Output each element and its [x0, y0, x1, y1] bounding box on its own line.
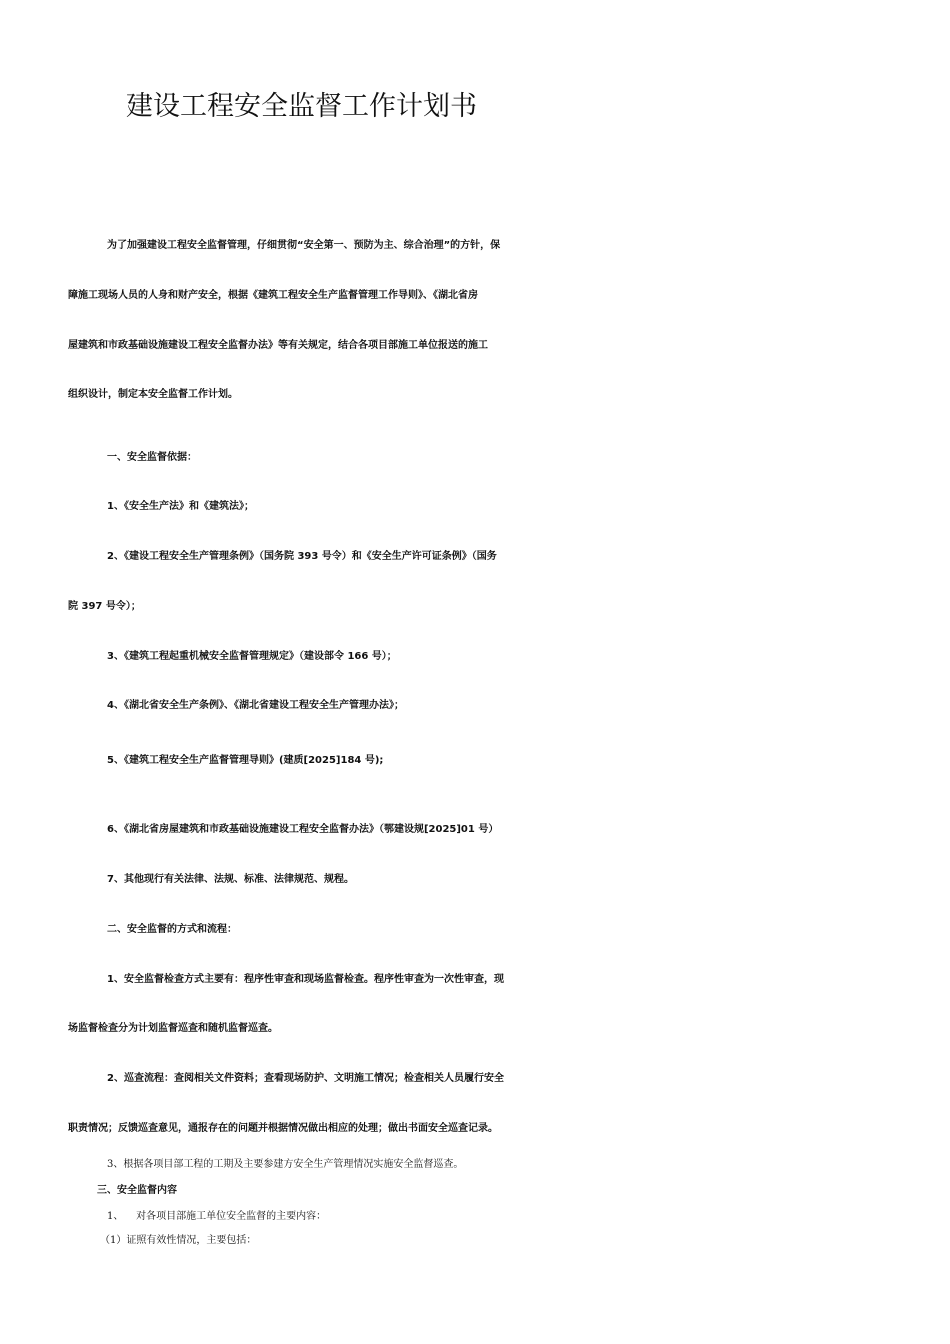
- section1-item-3: 3、《建筑工程起重机械安全监督管理规定》（建设部令 166 号）；: [107, 651, 397, 662]
- section1-item-2-line-2: 院 397 号令）；: [68, 601, 141, 612]
- intro-line-4: 组织设计，制定本安全监督工作计划。: [68, 389, 238, 400]
- section1-item-5: 5、《建筑工程安全生产监督管理导则》(建质[2025]184 号);: [107, 755, 384, 766]
- section1-heading: 一、安全监督依据：: [107, 452, 197, 463]
- section2-heading: 二、安全监督的方式和流程：: [107, 924, 237, 935]
- document-title: 建设工程安全监督工作计划书: [126, 91, 477, 122]
- section1-item-2-line-1: 2、《建设工程安全生产管理条例》（国务院 393 号令）和《安全生产许可证条例》（国务: [107, 551, 497, 562]
- section2-item-2-line-2: 职责情况；反馈巡查意见，通报存在的问题并根据情况做出相应的处理；做出书面安全巡查记录。: [68, 1123, 498, 1134]
- section2-item-3: 3、根据各项目部工程的工期及主要参建方安全生产管理情况实施安全监督巡查。: [107, 1159, 464, 1170]
- intro-line-3: 屋建筑和市政基础设施建设工程安全监督办法》等有关规定，结合各项目部施工单位报送的施工: [68, 340, 488, 351]
- section2-item-2-line-1: 2、巡查流程：查阅相关文件资料；查看现场防护、文明施工情况；检查相关人员履行安全: [107, 1073, 504, 1084]
- intro-line-2: 障施工现场人员的人身和财产安全，根据《建筑工程安全生产监督管理工作导则》、《湖北省房: [68, 290, 478, 301]
- section1-item-7: 7、其他现行有关法律、法规、标准、法律规范、规程。: [107, 874, 354, 885]
- section3-item-1: 1、 对各项目部施工单位安全监督的主要内容：: [107, 1211, 327, 1222]
- section3-heading: 三、安全监督内容: [97, 1185, 177, 1196]
- section2-item-1-line-2: 场监督检查分为计划监督巡查和随机监督巡查。: [68, 1023, 278, 1034]
- intro-line-1: 为了加强建设工程安全监督管理，仔细贯彻“安全第一、预防为主、综合治理”的方针，保: [107, 240, 501, 251]
- section1-item-6: 6、《湖北省房屋建筑和市政基础设施建设工程安全监督办法》（鄂建设规[2025]01 号）: [107, 824, 499, 835]
- section1-item-4: 4、《湖北省安全生产条例》、《湖北省建设工程安全生产管理办法》；: [107, 700, 404, 711]
- section3-sub-1: （1）证照有效性情况，主要包括：: [100, 1235, 257, 1246]
- section2-item-1-line-1: 1、安全监督检查方式主要有：程序性审查和现场监督检查。程序性审查为一次性审查，现: [107, 974, 504, 985]
- section1-item-1: 1、《安全生产法》和《建筑法》；: [107, 501, 254, 512]
